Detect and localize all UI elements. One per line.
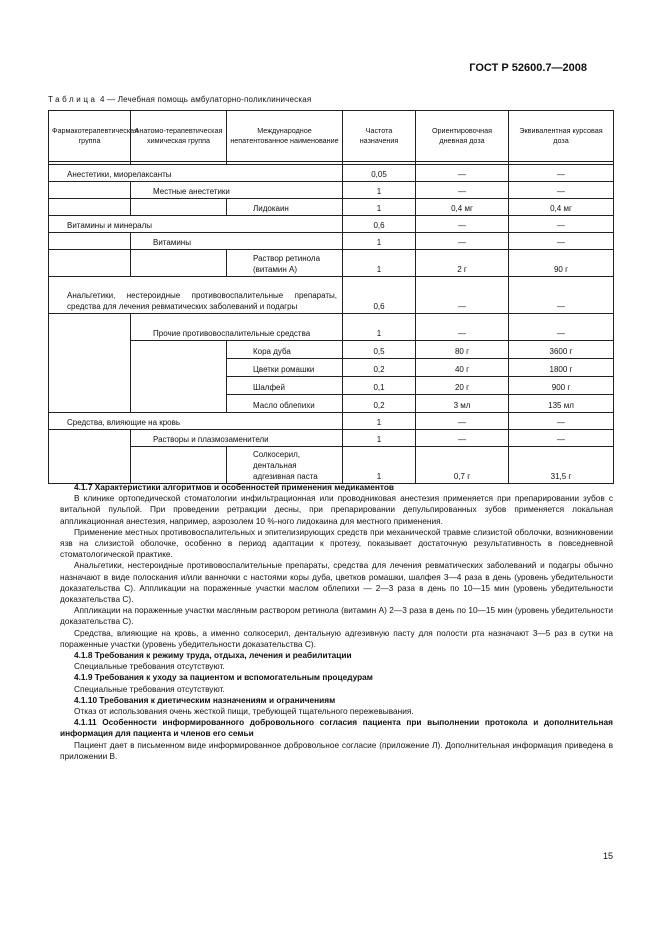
standard-number: ГОСТ Р 52600.7—2008 [469, 62, 587, 74]
course-dose-cell: 1800 г [509, 359, 614, 377]
col-header-course-dose: Эквивалентная курсовая доза [509, 111, 614, 162]
table-row [49, 216, 614, 233]
daily-dose-cell: — [416, 277, 509, 314]
empty-cell [131, 250, 227, 277]
inn-cell: Масло облепихи [227, 395, 343, 413]
col-header-pharm-group: Фармакотерапевтическая группа [49, 111, 131, 162]
course-dose-cell: — [509, 413, 614, 430]
course-dose-cell: — [509, 430, 614, 447]
table-row [49, 250, 614, 277]
table-row [49, 314, 614, 341]
daily-dose-cell: — [416, 182, 509, 199]
daily-dose-cell: — [416, 430, 509, 447]
course-dose-cell: 135 мл [509, 395, 614, 413]
table-row [49, 165, 614, 182]
section-heading: 4.1.7 Характеристики алгоритмов и особенностей применения медикаментов [74, 482, 395, 492]
empty-cell [49, 314, 131, 413]
inn-cell: Лидокаин [227, 199, 343, 216]
course-dose-cell: 31,5 г [509, 447, 614, 484]
frequency-cell: 1 [343, 199, 416, 216]
frequency-cell: 0,2 [343, 359, 416, 377]
table-caption-text: 4 — Лечебная помощь амбулаторно-поликлиническая [100, 95, 312, 104]
document-body [60, 482, 613, 762]
frequency-cell: 1 [343, 430, 416, 447]
table-caption [48, 95, 311, 104]
daily-dose-cell: 20 г [416, 377, 509, 395]
course-dose-cell: — [509, 165, 614, 182]
inn-cell: Цветки ромашки [227, 359, 343, 377]
medication-table [48, 110, 614, 484]
course-dose-cell: 90 г [509, 250, 614, 277]
course-dose-cell: — [509, 277, 614, 314]
section-heading: 4.1.8 Требования к режиму труда, отдыха, лечения и реабилитации [74, 650, 352, 661]
empty-cell [131, 199, 227, 216]
table-row [49, 430, 614, 447]
paragraph: Отказ от использования очень жесткой пищи, требующей тщательного пережевывания. [74, 706, 414, 717]
daily-dose-cell: 0,7 г [416, 447, 509, 484]
empty-cell [49, 250, 131, 277]
paragraph: Специальные требования отсутствуют. [74, 661, 225, 672]
table-row [49, 182, 614, 199]
frequency-cell: 1 [343, 314, 416, 341]
daily-dose-cell: — [416, 216, 509, 233]
paragraph: В клинике ортопедической стоматологии инфильтрационная или проводниковая анестезия применяется при препарировании зубов с витальной пульпой. При проведении ретракции десны, при препарировании депульпированных зубов применяется локальная аппликационная анестезия, например, аэрозолем 10 %-ного лидокаина для местного применения. [60, 493, 613, 526]
col-header-atc-group: Анатомо-терапевтическая химическая группа [131, 111, 227, 162]
frequency-cell: 1 [343, 250, 416, 277]
table-row [49, 447, 614, 484]
course-dose-cell: — [509, 233, 614, 250]
empty-cell [131, 447, 227, 484]
empty-cell [49, 199, 131, 216]
paragraph: Средства, влияющие на кровь, а именно солкосерил, дентальную адгезивную пасту для полости рта назначают 3—5 раз в сутки на пораженные участки (уровень убедительности доказательства С). [60, 627, 613, 649]
inn-cell: Солкосерил, дентальная адгезивная паста [227, 447, 343, 484]
inn-cell: Раствор ретинола (витамин А) [227, 250, 343, 277]
table-row [49, 413, 614, 430]
daily-dose-cell: 0,4 мг [416, 199, 509, 216]
page-number: 15 [602, 851, 613, 861]
col-header-inn: Международное непатентованное наименование [227, 111, 343, 162]
table-row [49, 233, 614, 250]
frequency-cell: 0,6 [343, 277, 416, 314]
paragraph: Аппликации на пораженные участки масляным раствором ретинола (витамин А) 2—3 раза в день по 10—15 мин (уровень убедительности доказательства С). [60, 605, 613, 627]
daily-dose-cell: — [416, 165, 509, 182]
course-dose-cell: 0,4 мг [509, 199, 614, 216]
paragraph: Анальгетики, нестероидные противовоспалительные препараты, средства для лечения ревматических заболеваний и подагры обычно назначают в виде полоскания и/или ванночки с настоями коры дуба, цветков ромашки, шалфея 3—4 раза в день (уровень убедительности доказательства С). Аппликации на пораженные участки маслом облепихи — 2—3 раза в день по 10—15 мин (уровень убедительности доказательства С). [60, 560, 613, 605]
paragraph: Применение местных противовоспалительных и эпителизирующих средств при механической травме слизистой оболочки, возникновении язв на слизистой оболочке, особенно в период адаптации к протезу, показывает достаточную результативность в повседневной стоматологической практике. [60, 526, 613, 560]
frequency-cell: 0,05 [343, 165, 416, 182]
empty-cell [49, 430, 131, 484]
course-dose-cell: — [509, 314, 614, 341]
daily-dose-cell: — [416, 233, 509, 250]
atc-group-cell: Прочие противовоспалительные средства [131, 314, 343, 341]
table-row [49, 199, 614, 216]
pharm-group-cell: Анестетики, миорелаксанты [49, 165, 343, 182]
daily-dose-cell: 40 г [416, 359, 509, 377]
empty-cell [131, 341, 227, 413]
pharm-group-cell: Средства, влияющие на кровь [49, 413, 343, 430]
table-row [49, 277, 614, 314]
course-dose-cell: — [509, 182, 614, 199]
course-dose-cell: 3600 г [509, 341, 614, 359]
inn-cell: Шалфей [227, 377, 343, 395]
daily-dose-cell: 80 г [416, 341, 509, 359]
frequency-cell: 1 [343, 182, 416, 199]
paragraph: Специальные требования отсутствуют. [74, 683, 225, 694]
daily-dose-cell: 2 г [416, 250, 509, 277]
course-dose-cell: — [509, 216, 614, 233]
atc-group-cell: Витамины [131, 233, 343, 250]
atc-group-cell: Растворы и плазмозаменители [131, 430, 343, 447]
inn-cell: Кора дуба [227, 341, 343, 359]
section-heading: 4.1.10 Требования к диетическим назначениям и ограничениям [74, 694, 336, 705]
frequency-cell: 0,6 [343, 216, 416, 233]
daily-dose-cell: — [416, 314, 509, 341]
col-header-frequency: Частота назначения [343, 111, 416, 162]
table-row [49, 341, 614, 359]
atc-group-cell: Местные анестетики [131, 182, 343, 199]
daily-dose-cell: 3 мл [416, 395, 509, 413]
pharm-group-cell: Витамины и минералы [49, 216, 343, 233]
table-header-row [49, 111, 614, 162]
col-header-daily-dose: Ориентировочная дневная доза [416, 111, 509, 162]
empty-cell [49, 182, 131, 199]
daily-dose-cell: — [416, 413, 509, 430]
frequency-cell: 1 [343, 413, 416, 430]
section-heading: 4.1.9 Требования к уходу за пациентом и вспомогательным процедурам [74, 672, 373, 683]
empty-cell [49, 233, 131, 250]
frequency-cell: 1 [343, 447, 416, 484]
frequency-cell: 0,5 [343, 341, 416, 359]
paragraph: Пациент дает в письменном виде информированное добровольное согласие (приложение Л). Дополнительная информация приведена в приложении В. [60, 739, 613, 761]
table-caption-label: Таблица [48, 95, 98, 104]
frequency-cell: 1 [343, 233, 416, 250]
pharm-group-cell: Анальгетики, нестероидные противовоспалительные препараты, средства для лечения ревматических заболеваний и подагры [49, 277, 343, 314]
course-dose-cell: 900 г [509, 377, 614, 395]
frequency-cell: 0,1 [343, 377, 416, 395]
section-heading: 4.1.11 Особенности информированного добровольного согласия пациента при выполнении протокола и дополнительная информация для пациента и членов его семьи [60, 717, 613, 739]
frequency-cell: 0,2 [343, 395, 416, 413]
